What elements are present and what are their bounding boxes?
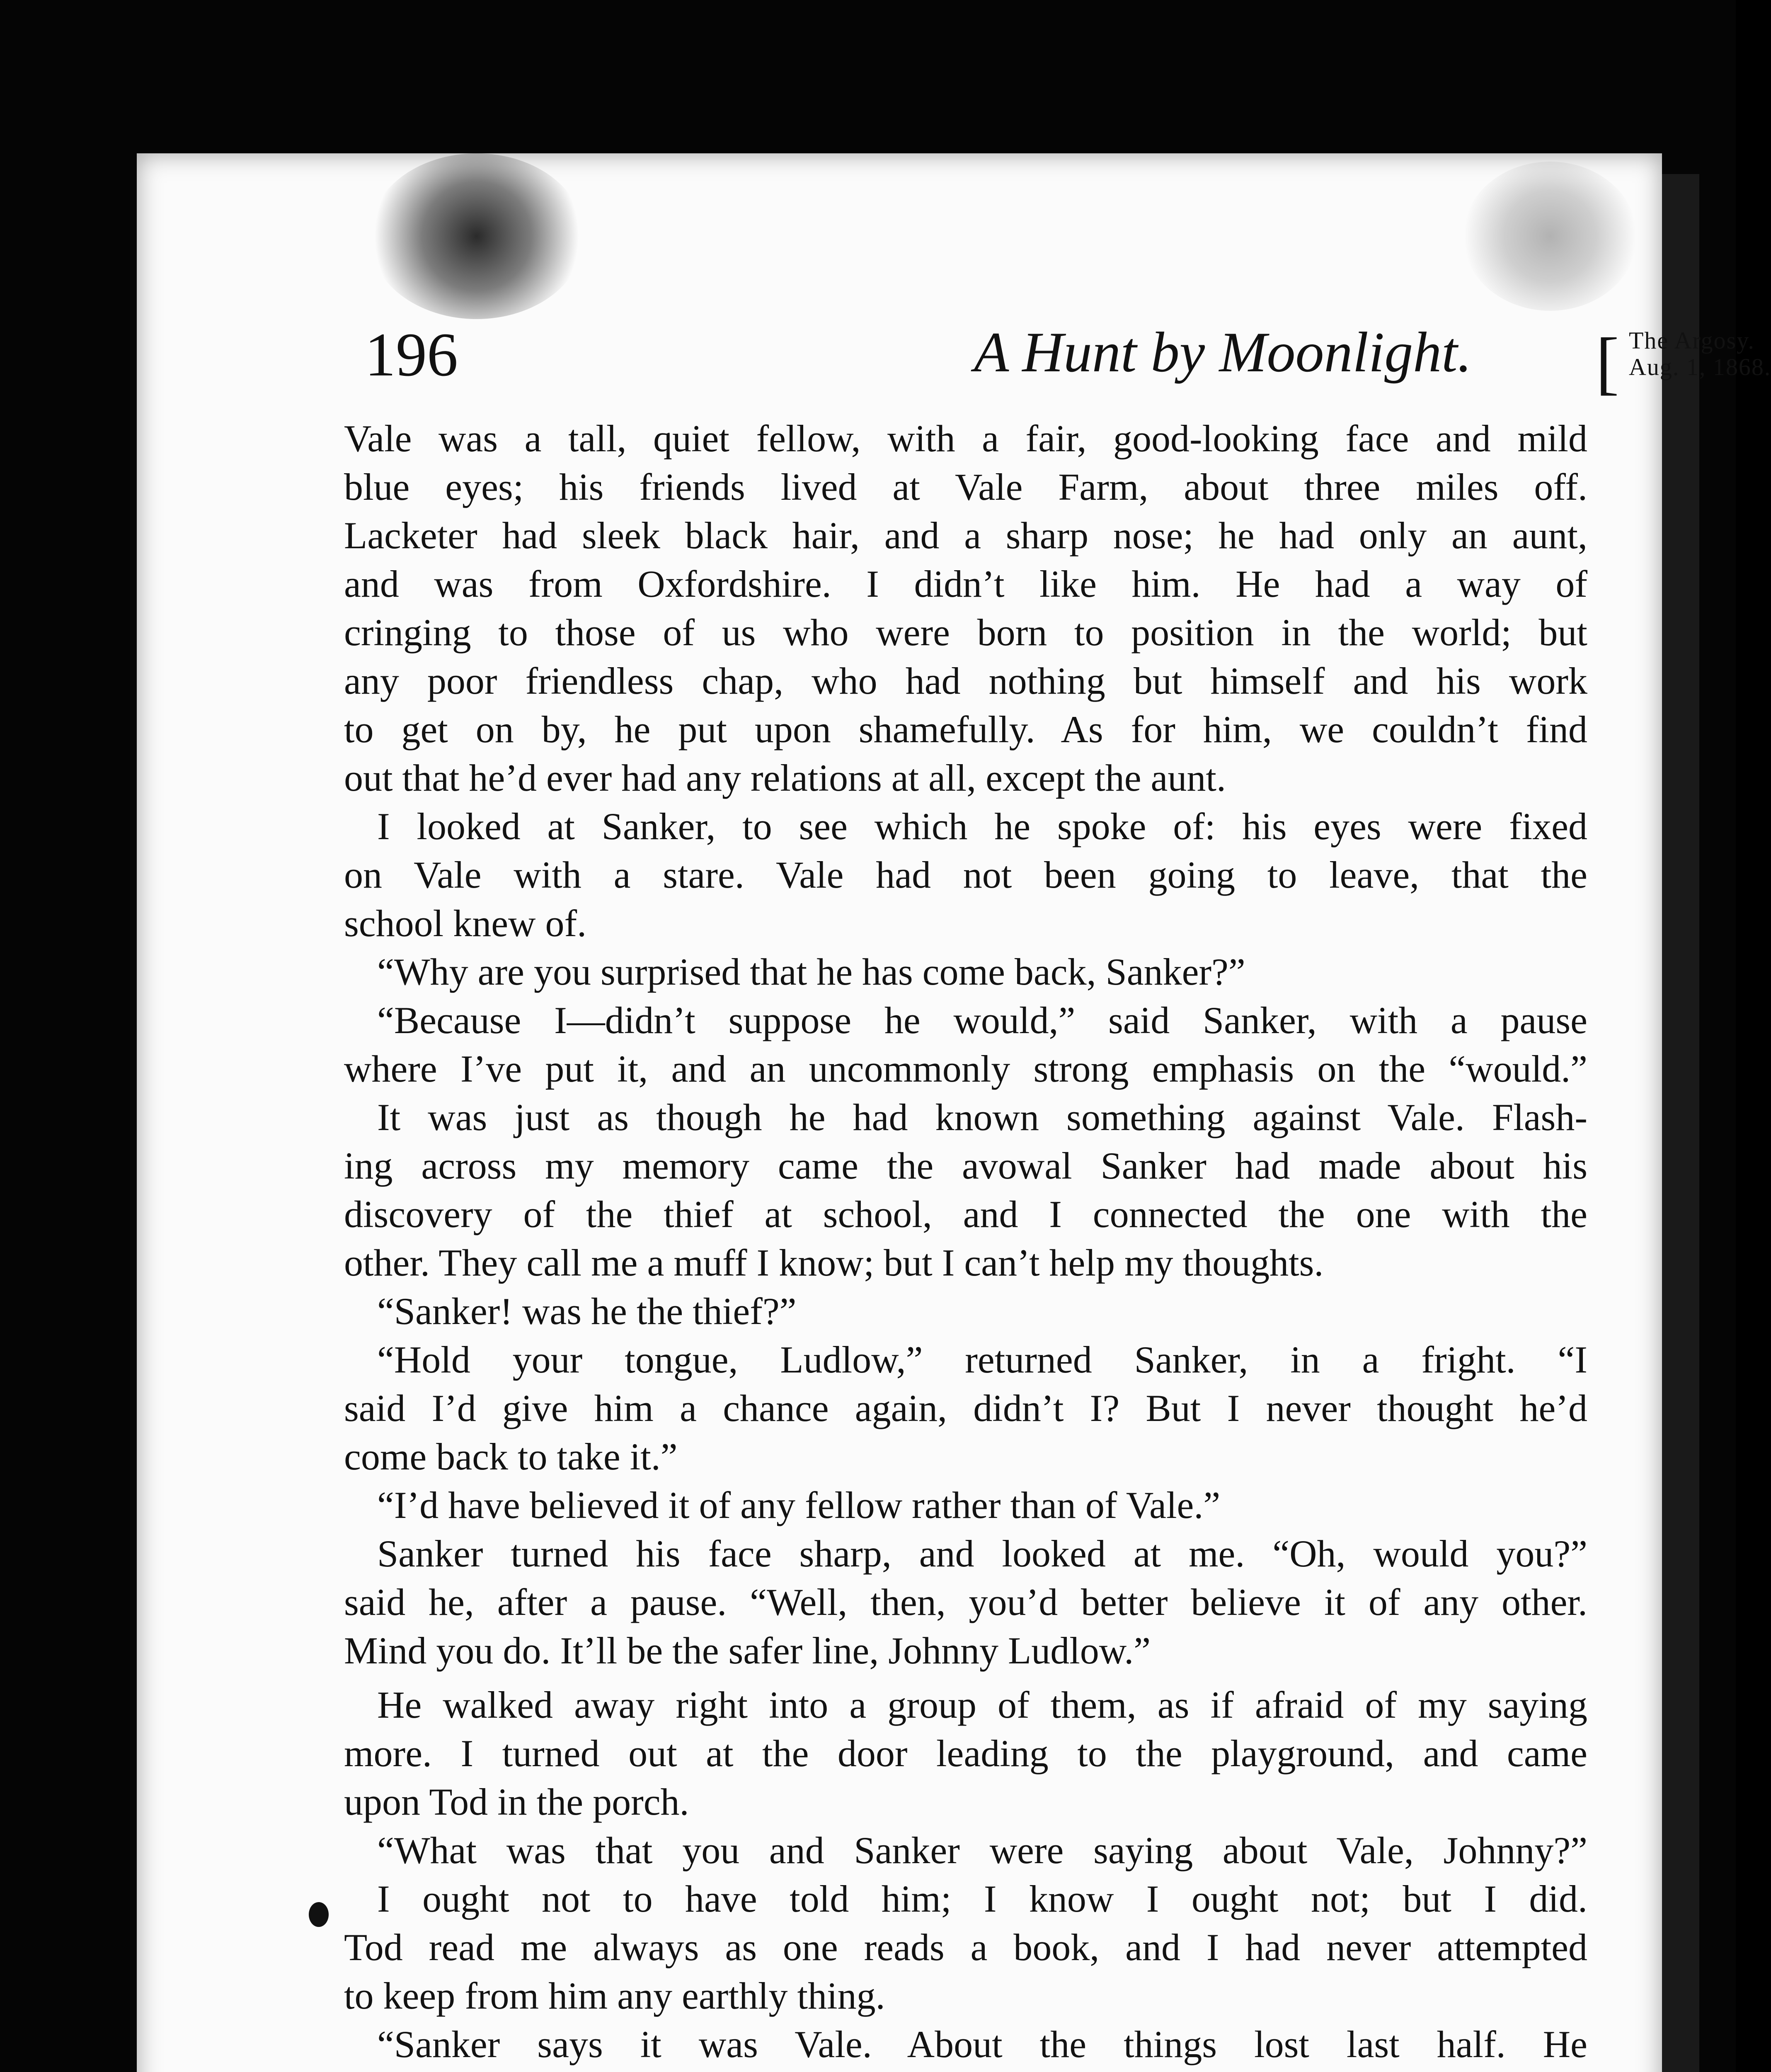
publication-name: The Argosy.	[1629, 327, 1755, 354]
text-line: I looked at Sanker, to see which he spoke of: his eyes were fixed	[377, 805, 1587, 847]
ink-smudge	[1463, 162, 1637, 311]
text-line: ing across my memory came the avowal Sanker had made about his	[344, 1145, 1587, 1187]
text-line: other. They call me a muff I know; but I can’t help my thoughts.	[344, 1242, 1324, 1284]
text-line: said he, after a pause. “Well, then, you’d better believe it of any other.	[344, 1581, 1587, 1623]
ink-speck	[309, 1902, 329, 1927]
text-line: “Hold your tongue, Ludlow,” returned Sanker, in a fright. “I	[377, 1339, 1587, 1381]
text-line: discovery of the thief at school, and I connected the one with the	[344, 1193, 1587, 1235]
text-line: “Why are you surprised that he has come back, Sanker?”	[377, 951, 1245, 993]
text-line: Sanker turned his face sharp, and looked at me. “Oh, would you?”	[377, 1532, 1587, 1575]
text-line: and was from Oxfordshire. I didn’t like him. He had a way of	[344, 563, 1587, 605]
publication-date: Aug. 1, 1868.	[1629, 353, 1771, 380]
text-line: to get on by, he put upon shamefully. As for him, we couldn’t find	[344, 708, 1587, 750]
text-line: blue eyes; his friends lived at Vale Farm, about three miles off.	[344, 466, 1587, 508]
running-head	[224, 319, 1771, 427]
text-line: Vale was a tall, quiet fellow, with a fair, good-looking face and mild	[344, 417, 1587, 460]
facing-page-edge	[1662, 174, 1699, 2072]
body-text	[344, 414, 1587, 2072]
running-title: A Hunt by Moonlight.	[974, 320, 1472, 384]
text-line: “Because I—didn’t suppose he would,” said Sanker, with a pause	[377, 999, 1587, 1041]
text-line: on Vale with a stare. Vale had not been going to leave, that the	[344, 854, 1587, 896]
text-line: “I’d have believed it of any fellow rather than of Vale.”	[377, 1484, 1221, 1526]
text-line: out that he’d ever had any relations at all, except the aunt.	[344, 757, 1226, 799]
ink-smudge	[369, 153, 584, 319]
text-line: any poor friendless chap, who had nothing but himself and his work	[344, 660, 1587, 702]
text-line: where I’ve put it, and an uncommonly strong emphasis on the “would.”	[344, 1048, 1587, 1090]
page-number: 196	[365, 320, 458, 389]
text-line: Lacketer had sleek black hair, and a sharp nose; he had only an aunt,	[344, 514, 1587, 557]
text-line: come back to take it.”	[344, 1435, 678, 1478]
text-line: Mind you do. It’ll be the safer line, Johnny Ludlow.”	[344, 1629, 1151, 1672]
text-line: “Sanker says it was Vale. About the things lost last half. He	[377, 2023, 1587, 2065]
text-line: It was just as though he had known something against Vale. Flash-	[377, 1096, 1587, 1138]
bracket-glyph: [	[1596, 324, 1619, 402]
text-line: I ought not to have told him; I know I ought not; but I did.	[377, 1878, 1587, 1920]
text-line: Tod read me always as one reads a book, and I had never attempted	[344, 1926, 1587, 1968]
text-line	[344, 2069, 1587, 2072]
text-line: school knew of.	[344, 902, 587, 944]
text-line: cringing to those of us who were born to position in the world; but	[344, 611, 1587, 654]
text-line: upon Tod in the porch.	[344, 1781, 689, 1823]
text-line: “Sanker! was he the thief?”	[377, 1290, 797, 1332]
text-line: more. I turned out at the door leading to the playground, and came	[344, 1732, 1587, 1774]
publication-source	[1629, 327, 1771, 380]
text-line: “What was that you and Sanker were saying about Vale, Johnny?”	[377, 1829, 1587, 1871]
text-line: He walked away right into a group of them, as if afraid of my saying	[377, 1684, 1587, 1726]
text-line: said I’d give him a chance again, didn’t I? But I never thought he’d	[344, 1387, 1587, 1429]
text-line: to keep from him any earthly thing.	[344, 1975, 885, 2017]
